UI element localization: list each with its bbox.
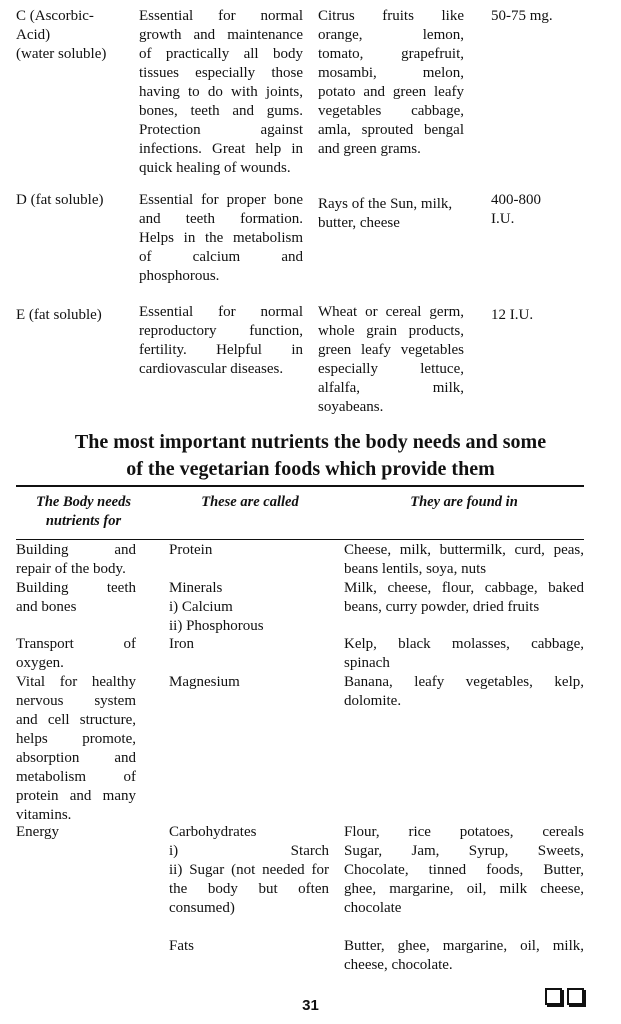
text-line: and teeth formation. [139, 211, 303, 227]
nutrient-name [169, 823, 329, 956]
text-line: fertility. Helpful in [139, 342, 303, 358]
vitamin-function [139, 7, 303, 178]
text-line: dolomite. [344, 693, 402, 709]
text-line: Vital for healthy [16, 674, 136, 690]
text-line [169, 918, 329, 937]
text-line: Milk, cheese, flour, cabbage, baked [344, 580, 584, 596]
square-icon [567, 988, 584, 1005]
text-line: Magnesium [169, 674, 240, 690]
text-line: helps promote, [16, 731, 136, 747]
text-line: Chocolate, tinned foods, Butter, [344, 862, 584, 878]
header-body-needs: The Body needs nutrients for [35, 494, 132, 529]
vitamin-sources [318, 195, 464, 233]
vitamin-dose: 50-75 mg. [491, 8, 553, 24]
text-line: especially lettuce, [318, 361, 464, 377]
text-line: Rays of the Sun, milk, [318, 196, 453, 212]
header-these-are-called: These are called [201, 494, 299, 510]
text-line: orange, lemon, [318, 27, 464, 43]
text-line: chocolate [344, 900, 402, 916]
text-line: spinach [344, 655, 390, 671]
text-line: mosambi, melon, [318, 65, 464, 81]
text-line: i) Calcium [169, 599, 233, 615]
text-line: ghee, margarine, oil, milk cheese, [344, 881, 584, 897]
text-line: vegetables cabbage, [318, 103, 464, 119]
text-line: i) Starch [169, 843, 329, 859]
table-header-rule [16, 539, 584, 540]
nutrient-name [169, 541, 329, 560]
vitamin-name: D (fat soluble) [16, 192, 104, 208]
vitamin-dose: 12 I.U. [491, 307, 534, 323]
text-line: green leafy vegetables [318, 342, 464, 358]
text-line: metabolism of [16, 769, 136, 785]
text-line: Sugar, Jam, Syrup, Sweets, [344, 843, 584, 859]
vitamin-sources [318, 7, 464, 159]
text-line: Citrus fruits like [318, 8, 464, 24]
text-line: ii) Sugar (not needed for [169, 862, 329, 878]
text-line: Energy [16, 824, 60, 840]
vitamin-dose: 400-800 I.U. [491, 192, 541, 227]
nutrient-name [169, 579, 329, 636]
text-line: Wheat or cereal germ, [318, 304, 464, 320]
end-mark [545, 988, 584, 1005]
text-line: Building and [16, 542, 136, 558]
text-line: infections. Great help in [139, 141, 303, 157]
section-heading-line2: of the vegetarian foods which provide them [126, 458, 495, 480]
text-line: nervous system [16, 693, 136, 709]
text-line: reproductory function, [139, 323, 303, 339]
nutrient-foods [344, 823, 584, 975]
nutrient-need [16, 541, 136, 579]
text-line: of practically all body [139, 46, 303, 62]
text-line: of calcium and [139, 249, 303, 265]
text-line: Flour, rice potatoes, cereals [344, 824, 584, 840]
text-line: and green grams. [318, 141, 421, 157]
text-line: potato and green leafy [318, 84, 464, 100]
text-line: consumed) [169, 900, 235, 916]
text-line: having to do with joints, [139, 84, 303, 100]
text-line: ii) Phosphorous [169, 618, 264, 634]
header-found-in: They are found in [410, 494, 518, 510]
text-line: tissues especially those [139, 65, 303, 81]
text-line: Fats [169, 938, 195, 954]
text-line: and bones [16, 599, 77, 615]
text-line: and cell structure, [16, 712, 136, 728]
nutrient-foods [344, 635, 584, 673]
section-heading-line1: The most important nutrients the body needs and some [74, 431, 547, 453]
text-line: Banana, leafy vegetables, kelp, [344, 674, 584, 690]
text-line: cheese, chocolate. [344, 957, 453, 973]
square-icon [545, 988, 562, 1005]
table-top-rule [16, 485, 584, 487]
text-line: Essential for normal [139, 8, 303, 24]
text-line: absorption and [16, 750, 136, 766]
text-line: Minerals [169, 580, 223, 596]
nutrient-name [169, 673, 329, 692]
text-line: beans lentils, soya, nuts [344, 561, 487, 577]
text-line: Protein [169, 542, 213, 558]
text-line: cardiovascular diseases. [139, 361, 284, 377]
vitamin-function [139, 191, 303, 286]
text-line: vitamins. [16, 807, 72, 823]
text-line: Kelp, black molasses, cabbage, [344, 636, 584, 652]
text-line: Butter, ghee, margarine, oil, milk, [344, 938, 584, 954]
text-line: Essential for normal [139, 304, 303, 320]
text-line: Essential for proper bone [139, 192, 303, 208]
nutrient-foods [344, 673, 584, 711]
text-line: the body but often [169, 881, 329, 897]
text-line: amla, sprouted bengal [318, 122, 464, 138]
text-line: Building teeth [16, 580, 136, 596]
text-line: Protection against [139, 122, 303, 138]
text-line: soyabeans. [318, 399, 384, 415]
text-line: Carbohydrates [169, 824, 257, 840]
text-line: beans, curry powder, dried fruits [344, 599, 540, 615]
text-line: repair of the body. [16, 561, 126, 577]
text-line [344, 918, 584, 937]
section-heading [0, 429, 621, 483]
vitamin-function [139, 303, 303, 379]
text-line: alfalfa, milk, [318, 380, 464, 396]
text-line: oxygen. [16, 655, 64, 671]
text-line: Iron [169, 636, 194, 652]
text-line: bones, teeth and gums. [139, 103, 303, 119]
nutrient-need [16, 823, 136, 842]
vitamin-name: E (fat soluble) [16, 307, 102, 323]
text-line: Cheese, milk, buttermilk, curd, peas, [344, 542, 584, 558]
text-line: tomato, grapefruit, [318, 46, 464, 62]
nutrient-name [169, 635, 329, 654]
nutrient-foods [344, 579, 584, 617]
text-line: protein and many [16, 788, 136, 804]
text-line: Helps in the metabolism [139, 230, 303, 246]
nutrient-need [16, 635, 136, 673]
text-line: butter, cheese [318, 215, 400, 231]
text-line: Transport of [16, 636, 136, 652]
nutrient-foods [344, 541, 584, 579]
vitamin-name: C (Ascorbic- Acid) (water soluble) [16, 8, 107, 62]
nutrient-need [16, 673, 136, 825]
text-line: quick healing of wounds. [139, 160, 291, 176]
text-line: growth and maintenance [139, 27, 303, 43]
text-line: phosphorous. [139, 268, 220, 284]
text-line: whole grain products, [318, 323, 464, 339]
vitamin-sources [318, 303, 464, 417]
nutrient-need [16, 579, 136, 617]
page-number: 31 [302, 997, 319, 1014]
